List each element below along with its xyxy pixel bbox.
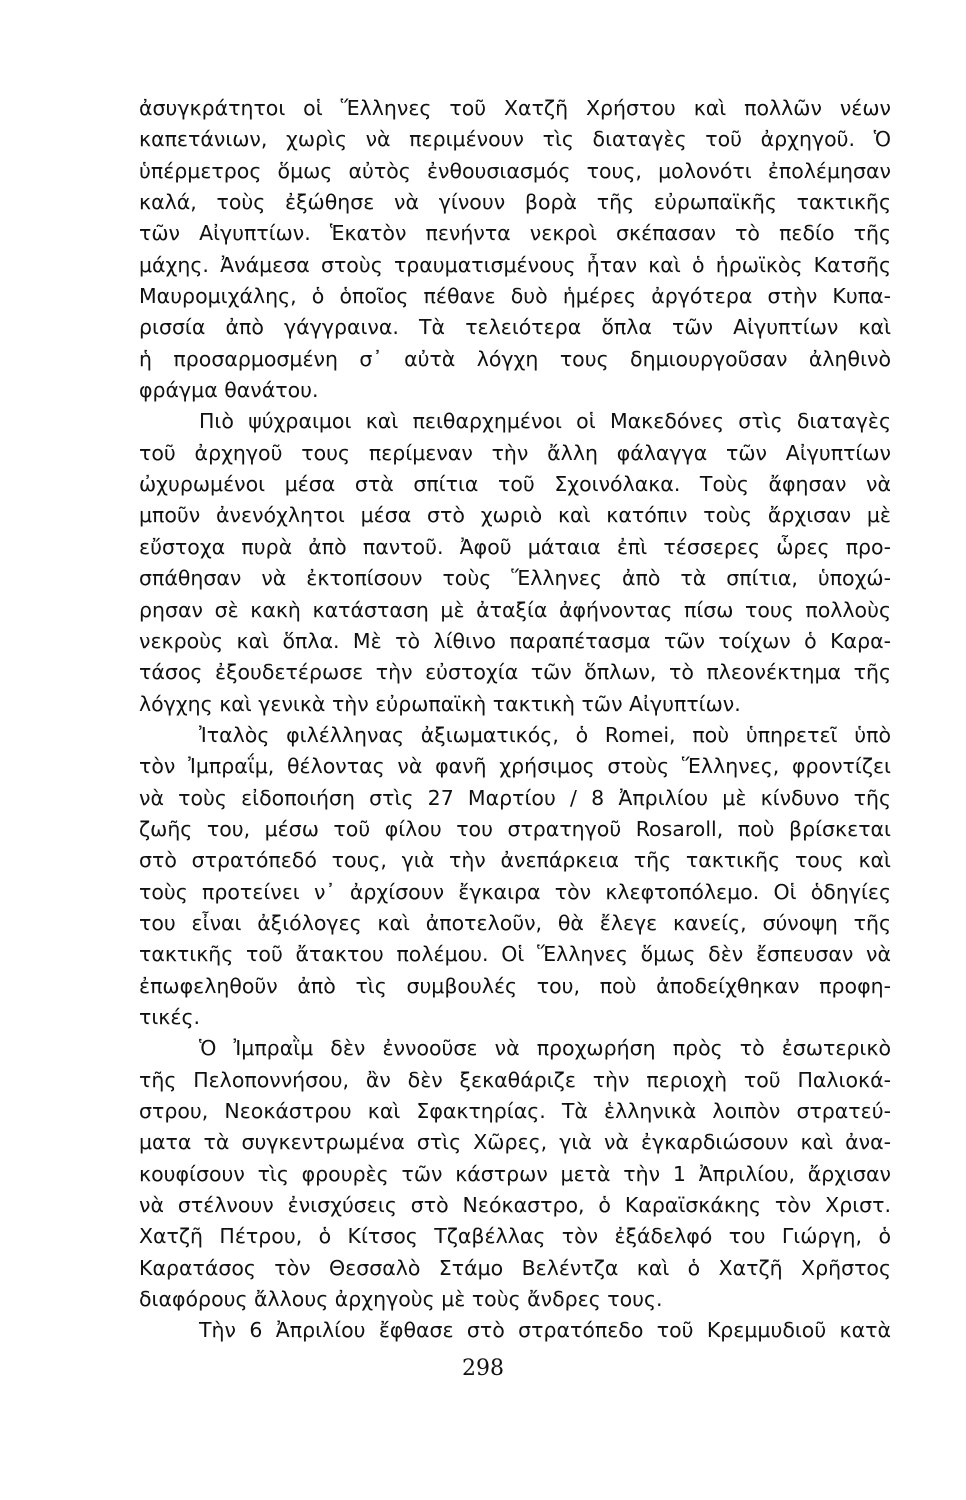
text-line: φράγμα θανάτου. (139, 378, 319, 403)
text-line: τοῦ ἀρχηγοῦ τους περίμεναν τὴν ἄλλη φάλαγγα τῶν Αἰγυπτίων (139, 440, 891, 465)
text-line: Πιὸ ψύχραιμοι καὶ πειθαρχημένοι οἱ Μακεδόνες στὶς διαταγὲς (199, 409, 891, 434)
text-line: ὠχυρωμένοι μέσα στὰ σπίτια τοῦ Σχοινόλακα. Τοὺς ἄφησαν νὰ (139, 472, 891, 497)
text-line: Ἰταλὸς φιλέλληνας ἀξιωματικός, ὁ Romei, ποὺ ὑπηρετεῖ ὑπὸ (199, 722, 891, 747)
text-line: Μαυρομιχάλης, ὁ ὁποῖος πέθανε δυὸ ἡμέρες ἀργότερα στὴν Κυπα- (139, 284, 891, 309)
text-line: ἀσυγκράτητοι οἱ Ἕλληνες τοῦ Χατζῆ Χρήστου καὶ πολλῶν νέων (139, 96, 891, 120)
text-line: Ὁ Ἰμπραῒμ δὲν ἐννοοῦσε νὰ προχωρήση πρὸς τὸ ἐσωτερικὸ (199, 1036, 891, 1061)
text-line: τῶν Αἰγυπτίων. Ἑκατὸν πενήντα νεκροὶ σκέπασαν τὸ πεδίο τῆς (139, 221, 891, 246)
body-text (139, 93, 891, 1347)
text-line: τάσος ἐξουδετέρωσε τὴν εὐστοχία τῶν ὅπλων, τὸ πλεονέκτημα τῆς (139, 660, 891, 685)
text-line: κουφίσουν τὶς φρουρὲς τῶν κάστρων μετὰ τὴν 1 Ἀπριλίου, ἄρχισαν (139, 1161, 891, 1186)
paragraph (139, 93, 891, 406)
text-line: τῆς Πελοποννήσου, ἂν δὲν ξεκαθάριζε τὴν περιοχὴ τοῦ Παλιοκά- (139, 1067, 891, 1092)
text-line: ζωῆς του, μέσω τοῦ φίλου του στρατηγοῦ Rosaroll, ποὺ βρίσκεται (139, 816, 891, 841)
text-line: Χατζῆ Πέτρου, ὁ Κίτσος Τζαβέλλας τὸν ἐξάδελφό του Γιώργη, ὁ (139, 1224, 891, 1249)
text-line: καλά, τοὺς ἐξώθησε νὰ γίνουν βορὰ τῆς εὐρωπαϊκῆς τακτικῆς (139, 190, 891, 215)
text-line: τοὺς προτείνει ν᾽ ἀρχίσουν ἔγκαιρα τὸν κλεφτοπόλεμο. Οἱ ὁδηγίες (139, 879, 891, 904)
text-line: του εἶναι ἀξιόλογες καὶ ἀποτελοῦν, θὰ ἔλεγε κανείς, σύνοψη τῆς (139, 910, 891, 935)
text-line: τὸν Ἰμπραΐμ, θέλοντας νὰ φανῆ χρήσιμος στοὺς Ἕλληνες, φροντίζει (139, 754, 891, 779)
paragraph (139, 1315, 891, 1346)
text-line: εὔστοχα πυρὰ ἀπὸ παντοῦ. Ἀφοῦ μάταια ἐπὶ τέσσερες ὧρες προ- (139, 534, 891, 559)
paragraph (139, 1033, 891, 1315)
text-line: καπετάνιων, χωρὶς νὰ περιμένουν τὶς διαταγὲς τοῦ ἀρχηγοῦ. Ὁ (139, 127, 891, 152)
text-line: ὑπέρμετρος ὅμως αὐτὸς ἐνθουσιασμός τους, μολονότι ἐπολέμησαν (139, 158, 891, 183)
text-line: νὰ στέλνουν ἐνισχύσεις στὸ Νεόκαστρο, ὁ Καραϊσκάκης τὸν Χριστ. (139, 1193, 891, 1218)
text-line: μάχης. Ἀνάμεσα στοὺς τραυματισμένους ἦταν καὶ ὁ ἡρωϊκὸς Κατσῆς (139, 252, 891, 277)
text-line: νεκροὺς καὶ ὅπλα. Μὲ τὸ λίθινο παραπέτασμα τῶν τοίχων ὁ Καρα- (139, 628, 891, 653)
text-line: Τὴν 6 Ἀπριλίου ἔφθασε στὸ στρατόπεδο τοῦ Κρεμμυδιοῦ κατὰ (199, 1318, 891, 1343)
paragraph (139, 406, 891, 719)
text-line: ρισσία ἀπὸ γάγγραινα. Τὰ τελειότερα ὅπλα τῶν Αἰγυπτίων καὶ (139, 315, 891, 340)
text-line: νὰ τοὺς εἰδοποιήση στὶς 27 Μαρτίου / 8 Ἀπριλίου μὲ κίνδυνο τῆς (139, 785, 891, 810)
text-line: ρησαν σὲ κακὴ κατάσταση μὲ ἀταξία ἀφήνοντας πίσω τους πολλοὺς (139, 597, 891, 622)
text-line: ἡ προσαρμοσμένη σ᾽ αὐτὰ λόγχη τους δημιουργοῦσαν ἀληθινὸ (139, 346, 891, 371)
text-line: τικές. (139, 1004, 200, 1029)
text-line: μποῦν ἀνενόχλητοι μέσα στὸ χωριὸ καὶ κατόπιν τοὺς ἄρχισαν μὲ (139, 503, 891, 528)
text-line: διαφόρους ἄλλους ἀρχηγοὺς μὲ τοὺς ἄνδρες τους. (139, 1287, 663, 1312)
text-line: Καρατάσος τὸν Θεσσαλὸ Στάμο Βελέντζα καὶ ὁ Χατζῆ Χρῆστος (139, 1255, 891, 1280)
text-line: σπάθησαν νὰ ἐκτοπίσουν τοὺς Ἕλληνες ἀπὸ τὰ σπίτια, ὑποχώ- (139, 566, 891, 591)
text-line: ματα τὰ συγκεντρωμένα στὶς Χῶρες, γιὰ νὰ ἐγκαρδιώσουν καὶ ἀνα- (139, 1130, 891, 1155)
text-line: τακτικῆς τοῦ ἄτακτου πολέμου. Οἱ Ἕλληνες ὅμως δὲν ἔσπευσαν νὰ (139, 942, 891, 967)
text-line: στρου, Νεοκάστρου καὶ Σφακτηρίας. Τὰ ἑλληνικὰ λοιπὸν στρατεύ- (139, 1099, 891, 1123)
paragraph (139, 720, 891, 1033)
page-number: 298 (462, 1356, 504, 1381)
text-line: ἐπωφεληθοῦν ἀπὸ τὶς συμβουλές του, ποὺ ἀποδείχθηκαν προφη- (139, 973, 891, 998)
text-line: λόγχης καὶ γενικὰ τὴν εὐρωπαϊκὴ τακτικὴ τῶν Αἰγυπτίων. (139, 691, 741, 716)
text-line: στὸ στρατόπεδό τους, γιὰ τὴν ἀνεπάρκεια τῆς τακτικῆς τους καὶ (139, 848, 891, 873)
